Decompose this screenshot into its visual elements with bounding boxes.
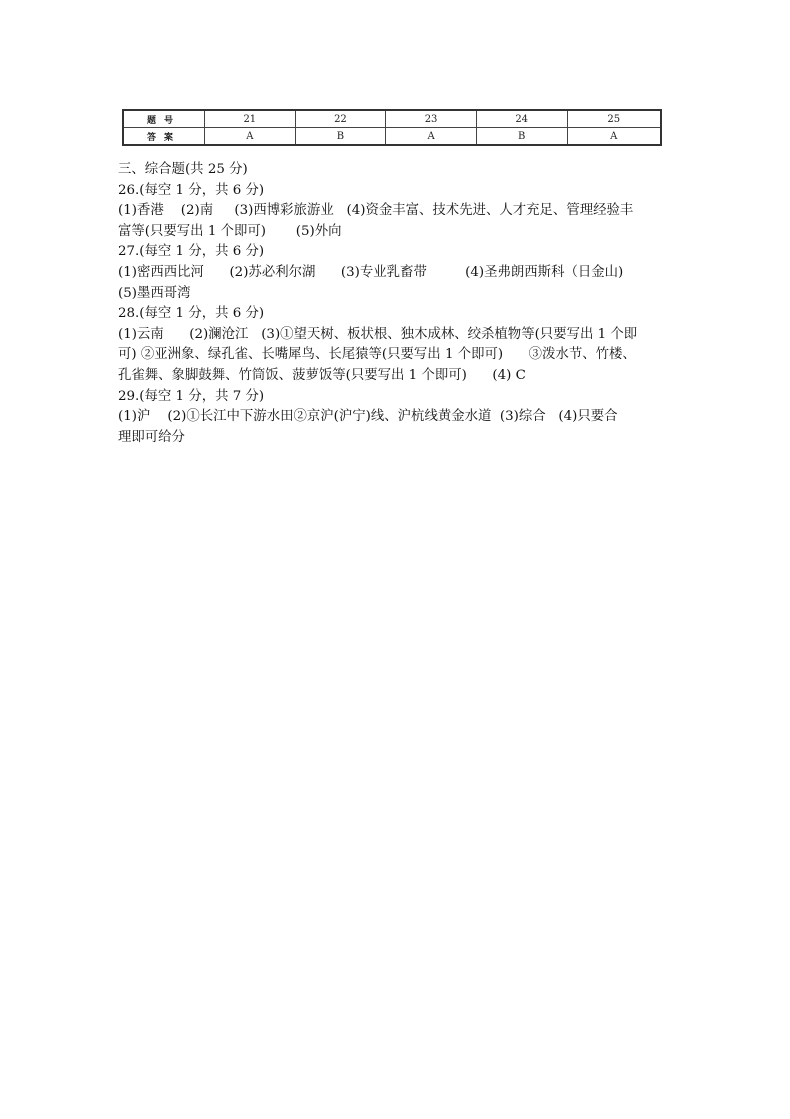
table-row-answers <box>123 128 661 146</box>
question-number-cell: 22 <box>295 110 386 128</box>
answer-label: 答案 <box>123 128 205 146</box>
question-29-line: (1)沪 (2)①长江中下游水田②京沪(沪宁)线、沪杭线黄金水道 (3)综合 (4)只要合 <box>118 409 618 425</box>
question-27-header: 27.(每空 1 分，共 6 分) <box>118 244 265 260</box>
question-number-cell: 25 <box>567 110 661 128</box>
section-title: 三、综合题(共 25 分) <box>118 162 248 177</box>
question-28-header: 28.(每空 1 分，共 6 分) <box>118 306 265 322</box>
question-number-cell: 23 <box>386 110 477 128</box>
question-26-line: 富等(只要写出 1 个即可) (5)外向 <box>118 223 342 239</box>
question-number-label: 题号 <box>123 110 205 128</box>
answer-cell: A <box>567 128 661 146</box>
table-row-numbers <box>123 110 661 128</box>
answer-table <box>122 109 662 146</box>
answer-cell: A <box>205 128 296 146</box>
answer-cell: B <box>295 128 386 146</box>
answer-cell: A <box>386 128 477 146</box>
question-29-header: 29.(每空 1 分，共 7 分) <box>118 388 265 404</box>
question-number-cell: 21 <box>205 110 296 128</box>
question-27-line: (5)墨西哥湾 <box>118 285 191 301</box>
question-29-line: 理即可给分 <box>118 429 185 445</box>
question-28-line: (1)云南 (2)澜沧江 (3)①望天树、板状根、独木成林、绞杀植物等(只要写出 1 个即 <box>118 326 638 342</box>
question-28-line: 孔雀舞、象脚鼓舞、竹筒饭、菠萝饭等(只要写出 1 个即可) (4) C <box>118 367 526 383</box>
question-26-line: (1)香港 (2)南 (3)西博彩旅游业 (4)资金丰富、技术先进、人才充足、管理经验丰 <box>118 203 634 219</box>
answer-cell: B <box>476 128 567 146</box>
question-27-line: (1)密西西比河 (2)苏必利尔湖 (3)专业乳畜带 (4)圣弗朗西斯科（日金山) <box>118 264 624 280</box>
question-number-cell: 24 <box>476 110 567 128</box>
answer-content <box>118 160 678 448</box>
question-28-line: 可) ②亚洲象、绿孔雀、长嘴犀鸟、长尾猿等(只要写出 1 个即可) ③泼水节、竹楼、 <box>118 347 636 363</box>
question-26-header: 26.(每空 1 分，共 6 分) <box>118 182 265 198</box>
